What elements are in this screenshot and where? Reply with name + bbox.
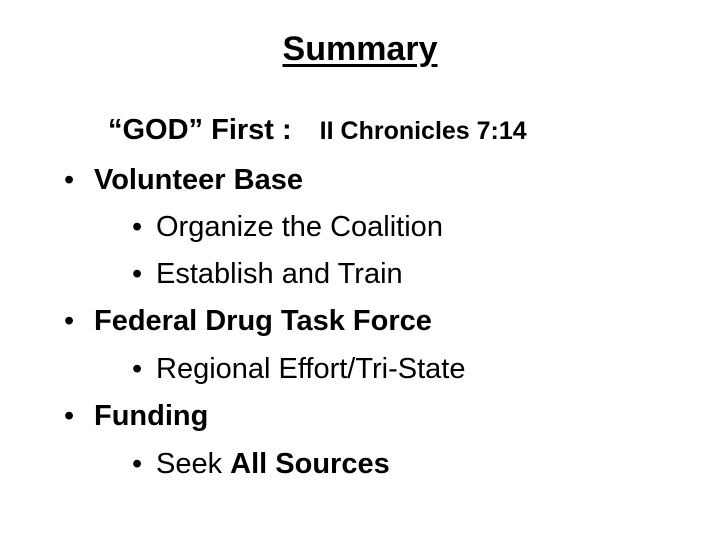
list-item [64,396,208,436]
bullet-icon: • [132,353,143,385]
slide-title: Summary [282,30,438,68]
list-item-label: Funding [94,400,209,432]
sub-list-item [132,207,443,247]
list-item-label: Volunteer Base [94,164,303,196]
sub-list-item [132,349,465,389]
list-item [64,160,303,200]
sub-list-item-prefix: Seek [156,448,231,480]
bullet-icon: • [64,400,75,432]
bullet-icon: • [132,448,143,480]
bullet-icon: • [132,211,143,243]
list-item [64,301,432,341]
sub-list-item-label: Organize the Coalition [156,211,443,243]
scripture-reference: II Chronicles 7:14 [319,117,527,145]
sub-list-item-label: Regional Effort/Tri-State [156,353,466,385]
sub-list-item-label: Establish and Train [156,258,403,290]
bullet-icon: • [64,164,75,196]
bullet-icon: • [64,305,75,337]
sub-list-item [132,254,403,294]
sub-list-item-emphasis: All Sources [230,448,390,480]
list-item-label: Federal Drug Task Force [94,305,432,337]
intro-line [108,110,527,151]
bullet-icon: • [132,258,143,290]
intro-label: “GOD” First : [108,114,292,146]
sub-list-item [132,444,390,484]
